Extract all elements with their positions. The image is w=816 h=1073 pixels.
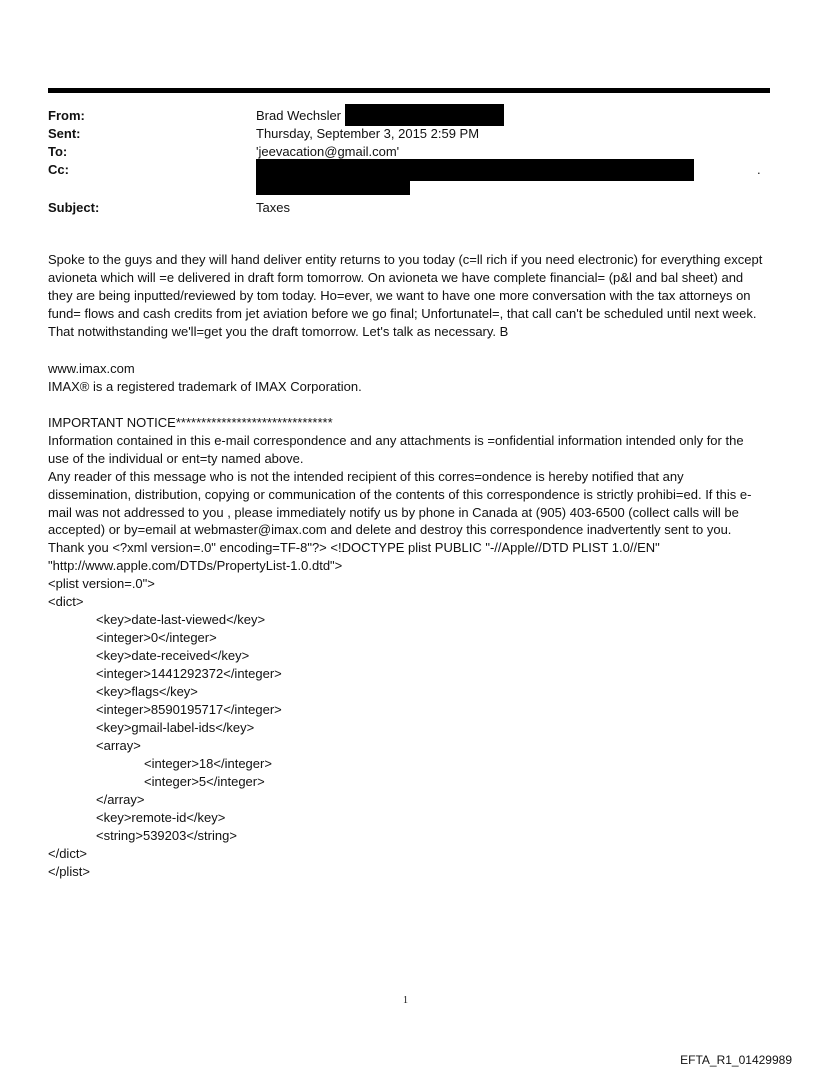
plist-line: </dict> bbox=[48, 846, 88, 861]
redaction-cc-line2 bbox=[256, 180, 410, 195]
plist-line: <key>date-received</key> bbox=[96, 648, 250, 663]
plist-line: <string>539203</string> bbox=[96, 828, 237, 843]
plist-line: <plist version=.0"> bbox=[48, 576, 155, 591]
plist-line: </array> bbox=[96, 792, 145, 807]
plist-line: <integer>18</integer> bbox=[144, 756, 272, 771]
redaction-from-email bbox=[345, 104, 504, 126]
notice-confidential: Information contained in this e-mail correspondence and any attachments is =onfidential information intended only for the use of the individual or ent=ty named above. bbox=[48, 432, 744, 466]
cc-label: Cc: bbox=[48, 162, 69, 177]
sent-value: Thursday, September 3, 2015 2:59 PM bbox=[256, 126, 480, 141]
plist-line: <integer>5</integer> bbox=[144, 774, 265, 789]
sent-label: Sent: bbox=[48, 126, 81, 141]
to-value: 'jeevacation@gmail.com' bbox=[256, 144, 400, 159]
from-value: Brad Wechsler bbox=[256, 108, 342, 123]
plist-line: <key>remote-id</key> bbox=[96, 810, 226, 825]
redaction-cc-line1 bbox=[256, 159, 694, 181]
page-number: 1 bbox=[403, 995, 408, 1006]
notice-block bbox=[48, 414, 768, 575]
notice-title: IMPORTANT NOTICE******************************* bbox=[48, 415, 333, 430]
plist-line: <key>date-last-viewed</key> bbox=[96, 612, 266, 627]
document-id: EFTA_R1_01429989 bbox=[680, 1053, 792, 1067]
plist-line: <key>gmail-label-ids</key> bbox=[96, 720, 255, 735]
cc-trailing-period: . bbox=[757, 162, 761, 177]
plist-line: <dict> bbox=[48, 594, 84, 609]
subject-value: Taxes bbox=[256, 200, 290, 215]
notice-disclaimer: Any reader of this message who is not the intended recipient of this corres=ondence is hereby notified that any dissemination, distribution, copying or communication of the contents of this correspondence is strictly prohibi=ed. If this e-mail was not addressed to you , please immediately notify us by phone in Canada at (905) 403-6500 (collect calls will be accepted) or by=email at webmaster@imax.com and delete and destroy this correspondence inadvertently sent to you. Thank you <?xml version=.0" encoding=TF-8"?> <!DOCTYPE plist PUBLIC "-//Apple//DTD PLIST 1.0//EN" "http://www.apple.com/DTDs/PropertyList-1.0.dtd"> bbox=[48, 468, 752, 574]
plist-line: <key>flags</key> bbox=[96, 684, 198, 699]
signature-block bbox=[48, 360, 768, 396]
plist-line: <integer>1441292372</integer> bbox=[96, 666, 282, 681]
subject-label: Subject: bbox=[48, 200, 100, 215]
to-label: To: bbox=[48, 144, 68, 159]
message-paragraph: Spoke to the guys and they will hand deliver entity returns to you today (c=ll rich if you need electronic) for everything except avioneta which will =e delivered in draft form tomorrow. On avioneta we have complete financial= (p&l and bal sheet) and they are being inputted/reviewed by tom today. Ho=ever, we want to have one more conversation with the tax attorneys on fund= flows and cash credits from jet aviation before we go final; Unfortunatel=, that call can't be scheduled until next week. That notwithstanding we'll=get you the draft tomorrow. Let's talk as necessary. B bbox=[48, 252, 763, 339]
trademark-text: IMAX® is a registered trademark of IMAX Corporation. bbox=[48, 378, 362, 394]
plist-line: </plist> bbox=[48, 864, 90, 879]
plist-line: <integer>0</integer> bbox=[96, 630, 217, 645]
plist-line: <array> bbox=[96, 738, 141, 753]
header-rule bbox=[48, 88, 770, 93]
plist-line: <integer>8590195717</integer> bbox=[96, 702, 282, 717]
from-label: From: bbox=[48, 108, 85, 123]
website-text: www.imax.com bbox=[48, 361, 135, 376]
message-body bbox=[48, 251, 768, 341]
